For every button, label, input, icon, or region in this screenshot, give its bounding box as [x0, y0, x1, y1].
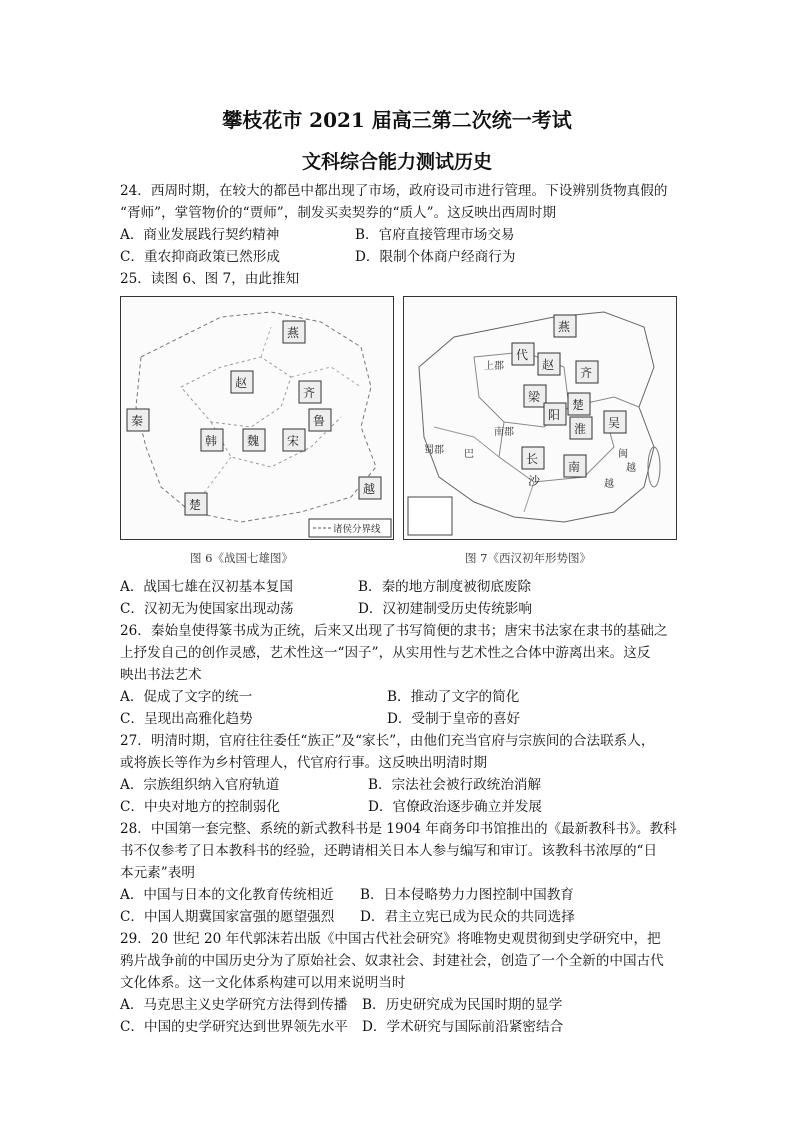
map7-label-dai: 代 — [516, 348, 529, 362]
q27-stem-line-2: 或将族长等作为乡村管理人，代官府行事。这反映出明清时期 — [120, 755, 488, 771]
map7-label-minyue-yue: 越 — [626, 463, 636, 474]
q24-option-d: D．限制个体商户经商行为 — [355, 249, 516, 265]
map6-label-yan: 燕 — [287, 326, 300, 340]
map6-label-lu: 鲁 — [313, 414, 326, 428]
map7-label-yan: 燕 — [558, 320, 571, 334]
map-warring-states-drawing — [121, 297, 393, 539]
map6-legend-boundary: 诸侯分界线 — [333, 524, 381, 535]
map6-label-song: 宋 — [287, 434, 300, 448]
map6-label-wei: 魏 — [247, 434, 260, 448]
q28-stem-line-3: 本元素”表明 — [120, 865, 195, 881]
map6-caption: 图 6《战国七雄图》 — [190, 551, 293, 565]
q27-option-b: B．宗法社会被行政统治消解 — [368, 777, 542, 793]
map6-label-chu: 楚 — [189, 498, 202, 512]
q26-option-d: D．受制于皇帝的喜好 — [387, 711, 521, 727]
map6-label-yue: 越 — [363, 482, 376, 496]
map-warring-states — [120, 296, 394, 540]
q25-option-b: B．秦的地方制度被彻底废除 — [358, 579, 532, 595]
map7-label-chang: 长 — [526, 452, 539, 466]
q28-stem-line-2: 书不仅参考了日本教科书的经验，还聘请相关日本人参与编写和审订。该教科书浓厚的“日 — [120, 843, 658, 859]
map7-label-yang: 阳 — [548, 408, 561, 422]
page-title: 攀枝花市 2021 届高三第二次统一考试 — [222, 108, 572, 132]
q25-option-c: C．汉初无为使国家出现动荡 — [120, 601, 294, 617]
q27-option-d: D．官僚政治逐步确立并发展 — [368, 799, 543, 815]
map7-label-shangjun: 上郡 — [484, 361, 504, 372]
q29-option-b: B．历史研究成为民国时期的显学 — [362, 997, 563, 1013]
map6-label-zhao: 赵 — [235, 376, 248, 390]
map7-label-sha: 沙 — [528, 474, 541, 488]
q29-option-a: A．马克思主义史学研究方法得到传播 — [120, 997, 348, 1013]
q26-stem-line-3: 映出书法艺术 — [120, 667, 202, 683]
q24-option-a: A．商业发展践行契约精神 — [120, 227, 280, 243]
map-early-western-han — [403, 296, 677, 540]
q29-option-d: D．学术研究与国际前沿紧密结合 — [362, 1019, 564, 1035]
map7-label-chu: 楚 — [572, 398, 585, 412]
map6-label-han: 韩 — [205, 434, 218, 448]
map7-label-nanjun: 南郡 — [494, 427, 514, 438]
q26-stem-line-1: 26．秦始皇使得篆书成为正统，后来又出现了书写简便的隶书；唐宋书法家在隶书的基础之 — [120, 623, 668, 639]
q26-option-c: C．呈现出高雅化趋势 — [120, 711, 253, 727]
map7-label-yue: 越 — [604, 479, 614, 490]
map-early-western-han-drawing — [404, 297, 676, 539]
q26-option-a: A．促成了文字的统一 — [120, 689, 253, 705]
q24-stem-line-2: “胥师”，掌管物价的“贾师”，制发买卖契券的“质人”。这反映出西周时期 — [120, 205, 556, 221]
q29-stem-line-1: 29．20 世纪 20 年代郭沫若出版《中国古代社会研究》将唯物史观贯彻到史学研究中，把 — [120, 931, 661, 947]
map6-label-qin: 秦 — [131, 414, 144, 428]
q27-stem-line-1: 27．明清时期，官府往往委任“族正”及“家长”，由他们充当官府与宗族间的合法联系人， — [120, 733, 655, 749]
q27-option-c: C．中央对地方的控制弱化 — [120, 799, 280, 815]
q28-option-b: B．日本侵略势力力图控制中国教育 — [360, 887, 574, 903]
q24-stem-line-1: 24．西周时期，在较大的都邑中都出现了市场，政府设司市进行管理。下设辨别货物真假的 — [120, 183, 668, 199]
q25-option-a: A．战国七雄在汉初基本复国 — [120, 579, 293, 595]
map7-caption: 图 7《西汉初年形势图》 — [465, 551, 591, 565]
q26-option-b: B．推动了文字的简化 — [387, 689, 520, 705]
map7-label-ba: 巴 — [464, 449, 474, 460]
q29-stem-line-3: 文化体系。这一文化体系构建可以用来说明当时 — [120, 975, 406, 991]
q25-option-d: D．汉初建制受历史传统影响 — [358, 601, 533, 617]
q26-stem-line-2: 上抒发自己的创作灵感，艺术性这一“因子”，从实用性与艺术性之合体中游离出来。这反 — [120, 645, 651, 661]
q28-stem-line-1: 28．中国第一套完整、系统的新式教科书是 1904 年商务印书馆推出的《最新教科书》。教科 — [120, 821, 677, 837]
map7-label-nan: 南 — [568, 460, 581, 474]
map7-label-shujun: 蜀郡 — [424, 445, 444, 456]
map7-label-zhao: 赵 — [542, 358, 555, 372]
q29-option-c: C．中国的史学研究达到世界领先水平 — [120, 1019, 348, 1035]
map7-label-qi: 齐 — [580, 366, 593, 380]
map7-label-liang: 梁 — [528, 390, 541, 404]
q25-stem: 25．读图 6、图 7，由此推知 — [120, 271, 300, 287]
q28-option-d: D．君主立宪已成为民众的共同选择 — [360, 909, 575, 925]
map7-label-min: 闽 — [618, 449, 628, 460]
map7-label-wu: 吴 — [608, 416, 621, 430]
q29-stem-line-2: 鸦片战争前的中国历史分为了原始社会、奴隶社会、封建社会，创造了一个全新的中国古代 — [120, 953, 664, 969]
map7-label-huai: 淮 — [574, 422, 587, 436]
map6-label-qi: 齐 — [303, 386, 316, 400]
q24-option-c: C．重农抑商政策已然形成 — [120, 249, 280, 265]
q27-option-a: A．宗族组织纳入官府轨道 — [120, 777, 280, 793]
q24-option-b: B．官府直接管理市场交易 — [355, 227, 515, 243]
q28-option-a: A．中国与日本的文化教育传统相近 — [120, 887, 334, 903]
q28-option-c: C．中国人期冀国家富强的愿望强烈 — [120, 909, 335, 925]
page-subtitle: 文科综合能力测试历史 — [301, 151, 492, 173]
